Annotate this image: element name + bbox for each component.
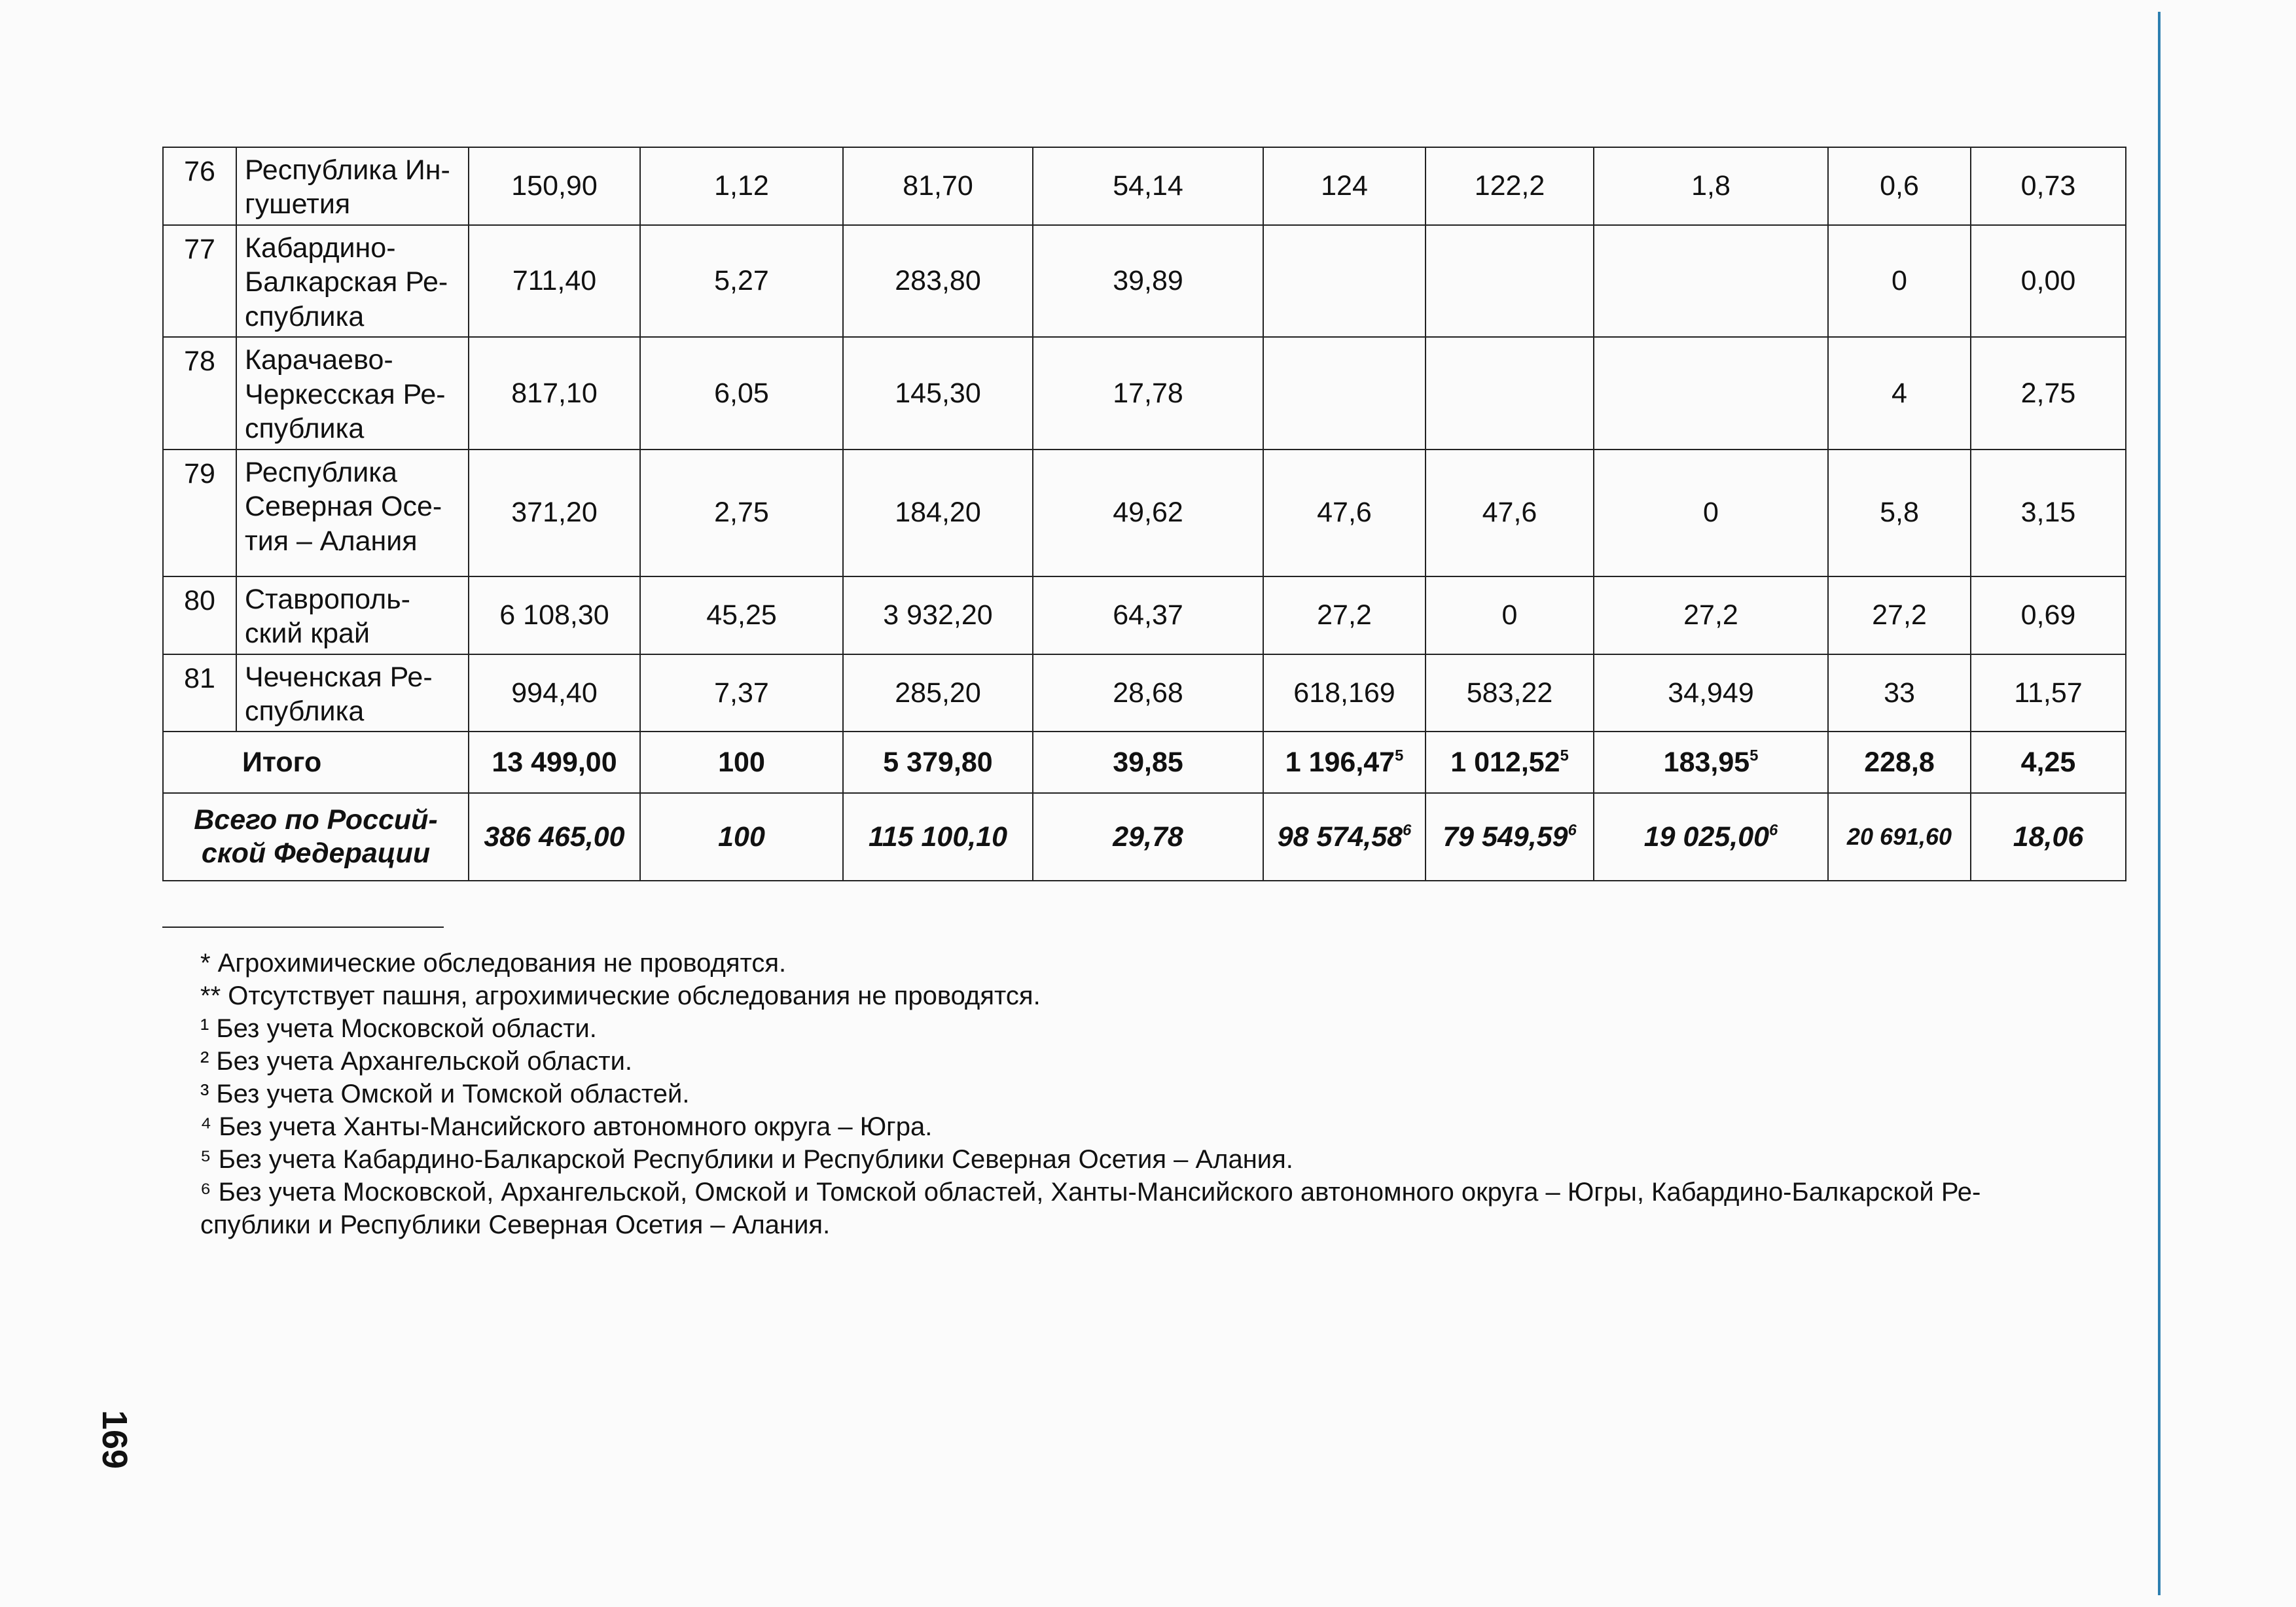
total-c2: 100 [640,732,843,793]
cell-c9: 2,75 [1971,337,2126,449]
footnote-ref: 6 [1568,822,1577,839]
total-c8: 228,8 [1828,732,1971,793]
row-number: 79 [163,450,236,576]
russia-c9: 18,06 [1971,793,2126,881]
table-body [163,147,2126,881]
footnote: спублики и Республики Северная Осетия – Алания. [200,1210,831,1239]
page-number: 169 [95,1409,134,1470]
footnote: ⁵ Без учета Кабардино-Балкарской Республики и Республики Северная Осетия – Алания. [200,1145,1293,1174]
cell-c1: 150,90 [469,147,640,225]
cell-c7: 34,949 [1594,654,1828,732]
cell-c5 [1263,337,1426,449]
total-c7: 183,95$^5$ [1594,732,1828,793]
table-row [163,576,2126,654]
cell-c1: 711,40 [469,225,640,337]
footnote: ² Без учета Архангельской области. [200,1047,633,1076]
right-margin-rule [2158,12,2161,1595]
cell-c6 [1426,225,1594,337]
cell-c1: 994,40 [469,654,640,732]
row-number: 80 [163,576,236,654]
cell-c9: 0,00 [1971,225,2126,337]
cell-c6 [1426,337,1594,449]
footnote: * Агрохимические обследования не проводятся. [200,949,787,978]
footnote-ref: 6 [1769,822,1778,839]
footnote: ⁴ Без учета Ханты-Мансийского автономного округа – Югра. [200,1112,933,1141]
cell-c6: 0 [1426,576,1594,654]
russia-c8: 20 691,60 [1828,793,1971,881]
region-name: Республика Северная Осе- тия – Алания [236,450,469,576]
row-number: 76 [163,147,236,225]
footnote: ¹ Без учета Московской области. [200,1014,597,1043]
cell-c6: 583,22 [1426,654,1594,732]
cell-c1: 6 108,30 [469,576,640,654]
total-c1: 13 499,00 [469,732,640,793]
cell-c3: 81,70 [843,147,1033,225]
footnote: ⁶ Без учета Московской, Архангельской, Омской и Томской областей, Ханты-Мансийского автономного округа – Югры, Кабардино-Балкарской Ре- [200,1178,1981,1207]
row-number: 77 [163,225,236,337]
cell-c5: 124 [1263,147,1426,225]
russia-total-row [163,793,2126,881]
total-c6: 1 012,52$^5$ [1426,732,1594,793]
total-label: Итого [163,732,469,793]
region-name: Чеченская Ре- спублика [236,654,469,732]
region-name: Кабардино- Балкарская Ре- спублика [236,225,469,337]
cell-c3: 3 932,20 [843,576,1033,654]
table-row [163,337,2126,449]
footnote-ref: 6 [1403,822,1412,839]
region-name: Республика Ин- гушетия [236,147,469,225]
footnote-ref: 5 [1395,747,1404,765]
total-c9: 4,25 [1971,732,2126,793]
region-name: Карачаево- Черкесская Ре- спублика [236,337,469,449]
cell-c5: 27,2 [1263,576,1426,654]
cell-c3: 285,20 [843,654,1033,732]
cell-c5: 47,6 [1263,450,1426,576]
cell-c5 [1263,225,1426,337]
footnotes [200,947,2131,1241]
cell-c3: 283,80 [843,225,1033,337]
cell-c4: 64,37 [1033,576,1263,654]
cell-c2: 45,25 [640,576,843,654]
russia-c7: 19 025,00$^6$ [1594,793,1828,881]
total-c4: 39,85 [1033,732,1263,793]
table-row [163,450,2126,576]
cell-c8: 0 [1828,225,1971,337]
cell-c2: 7,37 [640,654,843,732]
cell-c4: 54,14 [1033,147,1263,225]
cell-c9: 0,73 [1971,147,2126,225]
cell-c9: 11,57 [1971,654,2126,732]
table-row [163,225,2126,337]
cell-c6: 47,6 [1426,450,1594,576]
data-table [162,147,2126,881]
cell-c5: 618,169 [1263,654,1426,732]
footnote: ** Отсутствует пашня, агрохимические обследования не проводятся. [200,981,1041,1010]
russia-c1: 386 465,00 [469,793,640,881]
russia-c6: 79 549,59$^6$ [1426,793,1594,881]
cell-c7: 27,2 [1594,576,1828,654]
cell-c1: 817,10 [469,337,640,449]
cell-c6: 122,2 [1426,147,1594,225]
cell-c8: 0,6 [1828,147,1971,225]
cell-c9: 0,69 [1971,576,2126,654]
cell-c4: 49,62 [1033,450,1263,576]
cell-c7: 0 [1594,450,1828,576]
footnote-divider [162,927,444,928]
russia-c2: 100 [640,793,843,881]
cell-c1: 371,20 [469,450,640,576]
row-number: 81 [163,654,236,732]
cell-c8: 27,2 [1828,576,1971,654]
cell-c7 [1594,337,1828,449]
cell-c2: 2,75 [640,450,843,576]
cell-c8: 33 [1828,654,1971,732]
footnote: ³ Без учета Омской и Томской областей. [200,1080,690,1108]
cell-c3: 145,30 [843,337,1033,449]
total-c3: 5 379,80 [843,732,1033,793]
cell-c7 [1594,225,1828,337]
cell-c4: 39,89 [1033,225,1263,337]
russia-total-label: Всего по Россий- ской Федерации [163,793,469,881]
cell-c4: 28,68 [1033,654,1263,732]
cell-c2: 1,12 [640,147,843,225]
table-row [163,654,2126,732]
cell-c3: 184,20 [843,450,1033,576]
row-number: 78 [163,337,236,449]
footnote-ref: 5 [1749,747,1759,765]
russia-c4: 29,78 [1033,793,1263,881]
cell-c4: 17,78 [1033,337,1263,449]
cell-c2: 5,27 [640,225,843,337]
total-c5: 1 196,47$^5$ [1263,732,1426,793]
table-row [163,147,2126,225]
cell-c9: 3,15 [1971,450,2126,576]
russia-c5: 98 574,58$^6$ [1263,793,1426,881]
cell-c7: 1,8 [1594,147,1828,225]
total-row [163,732,2126,793]
footnote-ref: 5 [1560,747,1569,765]
region-name: Ставрополь- ский край [236,576,469,654]
cell-c8: 5,8 [1828,450,1971,576]
russia-c3: 115 100,10 [843,793,1033,881]
cell-c2: 6,05 [640,337,843,449]
cell-c8: 4 [1828,337,1971,449]
